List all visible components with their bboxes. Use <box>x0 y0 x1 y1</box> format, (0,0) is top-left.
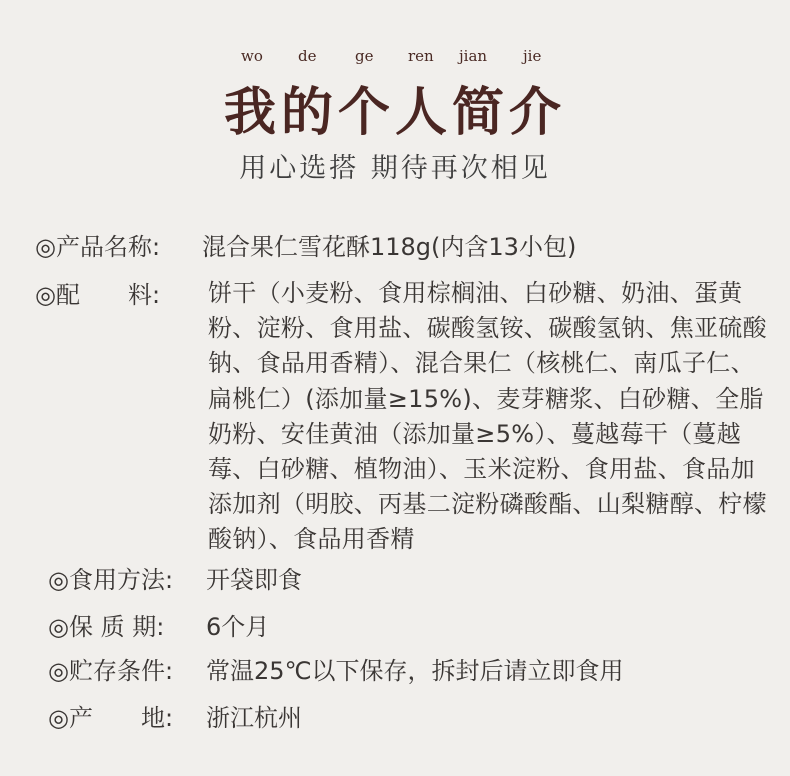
ingredients-value: 饼干（小麦粉、食用棕榈油、白砂糖、奶油、蛋黄粉、淀粉、食用盐、碳酸氢铵、碳酸氢钠、焦亚硫酸钠、食品用香精）、混合果仁（核桃仁、南瓜子仁、扁桃仁）(添加量≥15%)、麦芽糖浆、白砂糖、全脂奶粉、安佳黄油（添加量≥5%）、蔓越莓干（蔓越莓、白砂糖、植物油）、玉米淀粉、食用盐、食品加添加剂（明胶、丙基二淀粉磷酸酯、山梨糖醇、柠檬酸钠）、食品用香精 <box>208 279 767 554</box>
usage-value: 开袋即食 <box>206 566 302 594</box>
shelf-life-value: 6个月 <box>206 613 270 641</box>
pinyin-syllable: jie <box>523 47 542 65</box>
product-name-label: ◎产品名称: <box>35 233 161 261</box>
page-subtitle: 用心选搭 期待再次相见 <box>239 153 551 184</box>
usage-label: ◎食用方法: <box>48 566 174 594</box>
title-pinyin <box>0 47 790 69</box>
origin-label: ◎产 地: <box>48 704 174 732</box>
pinyin-syllable: ren <box>408 47 434 65</box>
pinyin-syllable: de <box>298 47 317 65</box>
origin-value: 浙江杭州 <box>206 704 302 732</box>
pinyin-syllable: ge <box>355 47 374 65</box>
pinyin-syllable: jian <box>459 47 488 65</box>
shelf-life-label: ◎保 质 期: <box>48 613 165 641</box>
storage-value: 常温25℃以下保存，拆封后请立即食用 <box>206 657 624 685</box>
ingredients-label: ◎配 料: <box>35 281 161 309</box>
product-name-value: 混合果仁雪花酥118g(内含13小包) <box>202 233 577 261</box>
storage-label: ◎贮存条件: <box>48 657 174 685</box>
page-title: 我的个人简介 <box>223 82 566 143</box>
pinyin-syllable: wo <box>241 47 263 65</box>
